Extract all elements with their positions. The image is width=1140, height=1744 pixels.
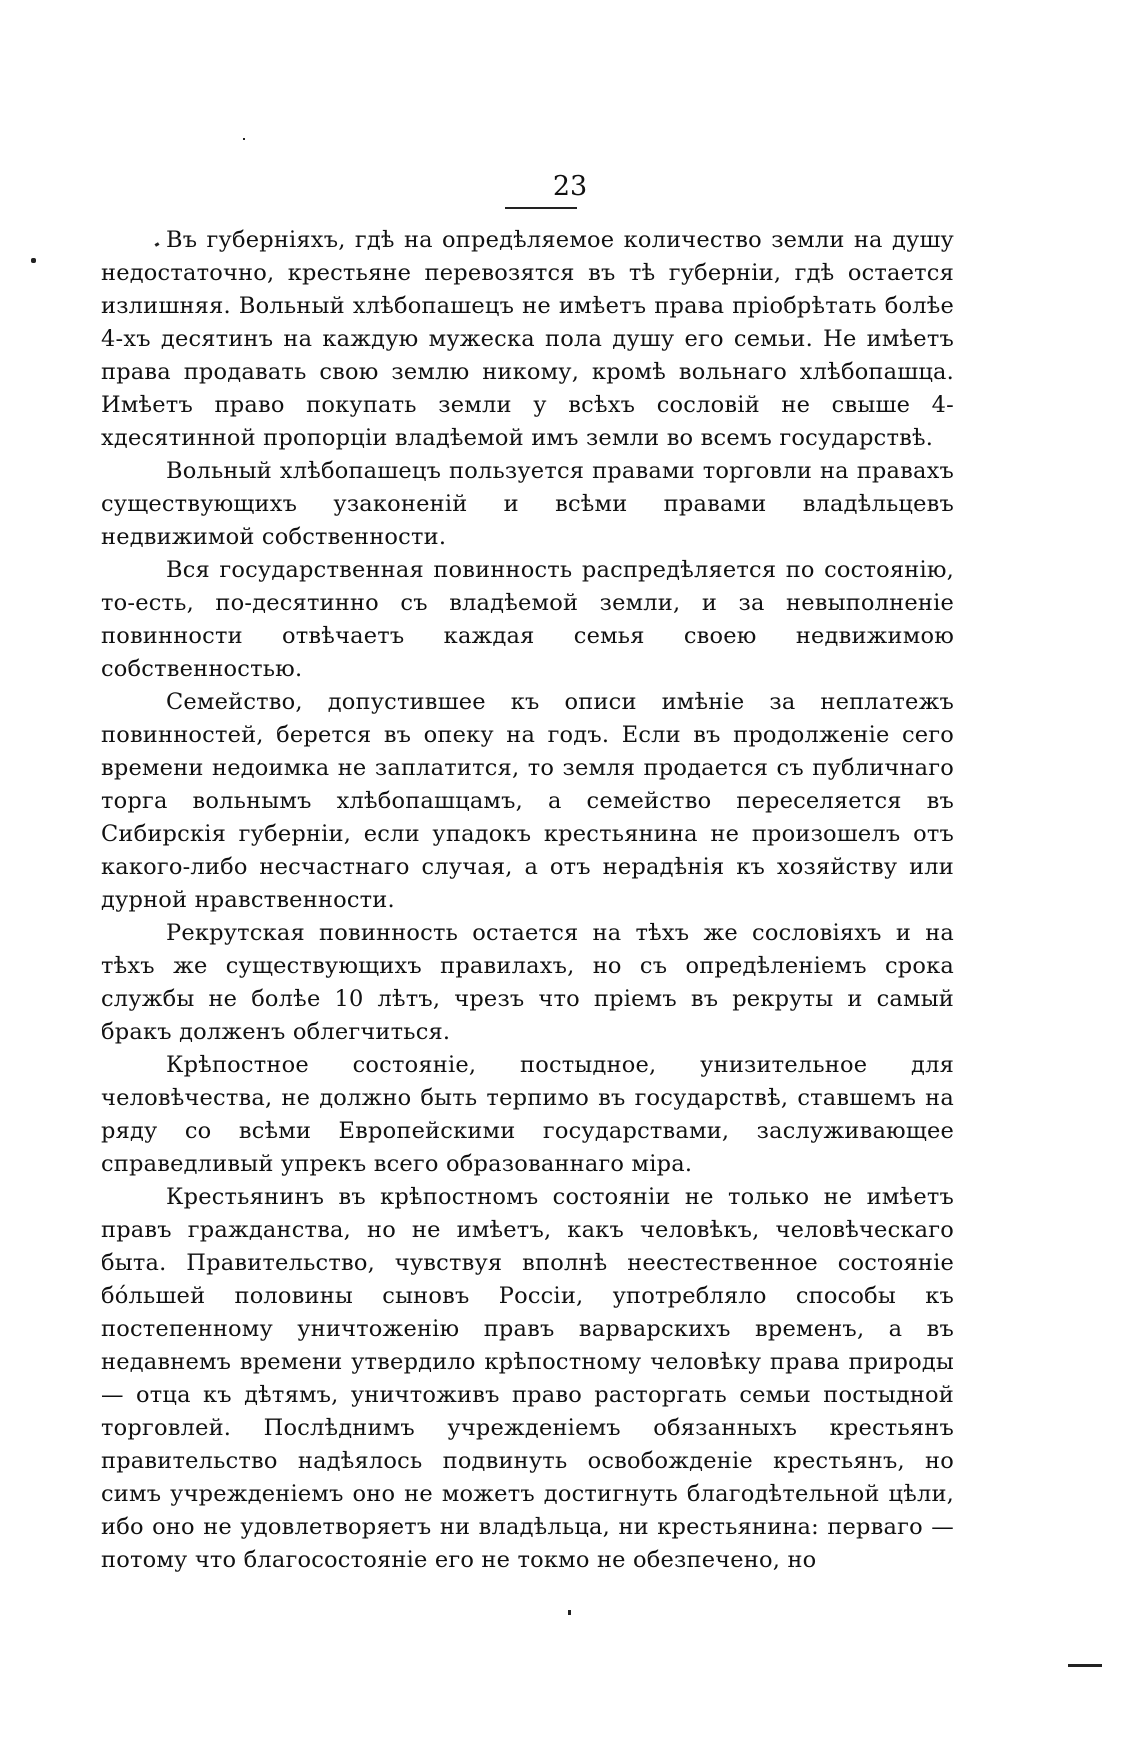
paragraph-7: Крестьянинъ въ крѣпостномъ состояніи не только не имѣетъ правъ гражданства, но не имѣетъ, какъ человѣкъ, человѣческаго быта. Правительство, чувствуя вполнѣ неестественное состояніе бо́льшей половины сыновъ Россіи, употребляло способы къ постепенному уничтоженію правъ варварскихъ временъ, а въ недавнемъ времени утвердило крѣпостному человѣку права природы — отца къ дѣтямъ, уничтоживъ право расторгать семьи постыдной торговлей. Послѣднимъ учрежденіемъ обязанныхъ крестьянъ правительство надѣялось подвинуть освобожденіе крестьянъ, но симъ учрежденіемъ оно не можетъ достигнуть благодѣтельной цѣли, ибо оно не удовлетворяетъ ни владѣльца, ни крестьянина: перваго — потому что благосостояніе его не токмо не обезпечено, но bbox=[101, 1184, 954, 1573]
page-number: 23 bbox=[552, 171, 588, 202]
page-number-underline bbox=[505, 207, 577, 209]
paragraph-5: Рекрутская повинность остается на тѣхъ же сословіяхъ и на тѣхъ же существующихъ правилахъ, но съ опредѣленіемъ срока службы не болѣе 10 лѣтъ, чрезъ что пріемъ въ рекруты и самый бракъ долженъ облегчиться. bbox=[101, 920, 954, 1045]
paragraph-1: Въ губерніяхъ, гдѣ на опредѣляемое количество земли на душу недостаточно, крестьяне перевозятся въ тѣ губерніи, гдѣ остается излишняя. Вольный хлѣбопашецъ не имѣетъ права пріобрѣтать болѣе 4-хъ десятинъ на каждую мужеска пола душу его семьи. Не имѣетъ права продавать свою землю никому, кромѣ вольнаго хлѣбопашца. Имѣетъ право покупать земли у всѣхъ сословій не свыше 4-хдесятинной пропорціи владѣемой имъ земли во всемъ государствѣ. bbox=[101, 227, 954, 451]
body-text bbox=[101, 224, 954, 1577]
paragraph-6: Крѣпостное состояніе, постыдное, унизительное для человѣчества, не должно быть терпимо въ государствѣ, ставшемъ на ряду со всѣми Европейскими государствами, заслуживающее справедливый упрекъ всего образованнаго міра. bbox=[101, 1052, 954, 1177]
speck-mark-bottom bbox=[568, 1610, 571, 1615]
paragraph-3: Вся государственная повинность распредѣляется по состоянію, то-есть, по-десятинно съ владѣемой земли, и за невыполненіе повинности отвѣчаетъ каждая семья своею недвижимою собственностью. bbox=[101, 557, 954, 682]
margin-mark-left bbox=[31, 258, 36, 263]
paragraph-2: Вольный хлѣбопашецъ пользуется правами торговли на правахъ существующихъ узаконеній и всѣми правами владѣльцевъ недвижимой собственности. bbox=[101, 458, 954, 550]
paragraph-4: Семейство, допустившее къ описи имѣніе за неплатежъ повинностей, берется въ опеку на годъ. Если въ продолженіе сего времени недоимка не заплатится, то земля продается съ публичнаго торга вольнымъ хлѣбопашцамъ, а семейство переселяется въ Сибирскія губерніи, если упадокъ крестьянина не произошелъ отъ какого-либо несчастнаго случая, а отъ нерадѣнія къ хозяйству или дурной нравственности. bbox=[101, 689, 954, 913]
speck-mark bbox=[243, 138, 245, 140]
margin-dash-mark bbox=[1068, 1664, 1102, 1667]
